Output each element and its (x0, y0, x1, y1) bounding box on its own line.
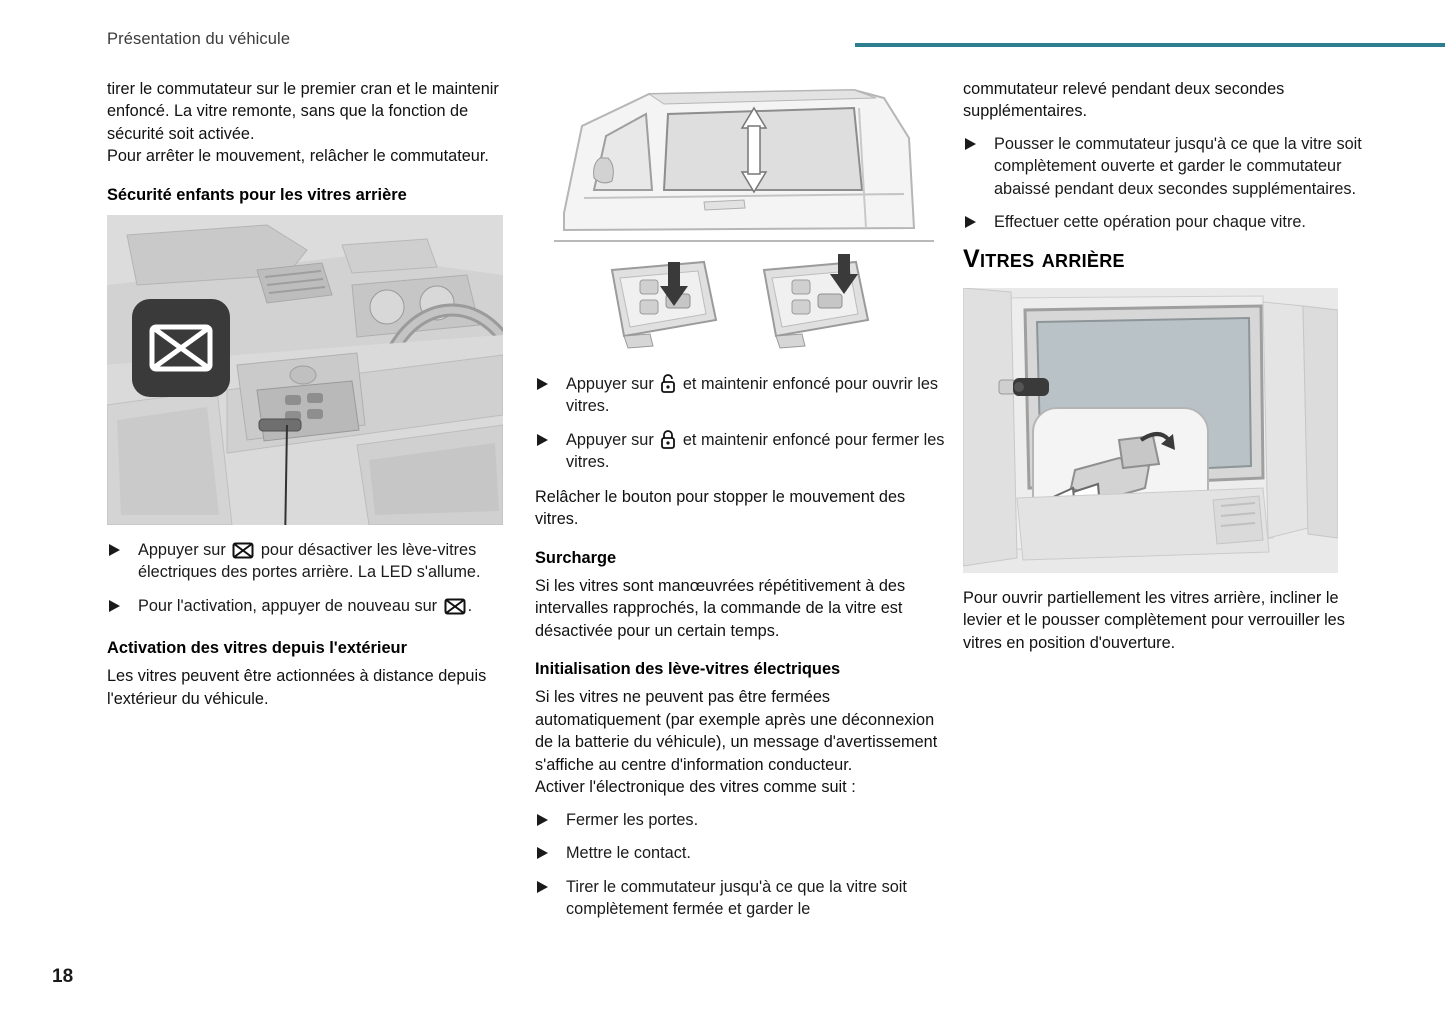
heading-child-safety: Sécurité enfants pour les vitres arrière (107, 185, 407, 204)
page-title: Présentation du véhicule (107, 30, 291, 48)
bullet-text-after: et maintenir enfoncé pour fermer les vitres. (566, 430, 945, 472)
rear-window-bullets (963, 133, 1373, 234)
column-left (107, 78, 517, 710)
continuation-text: commutateur relevé pendant deux secondes supplémentaires. (963, 80, 1285, 121)
list-item (963, 133, 1373, 200)
page-header (0, 30, 1445, 60)
page-number: 18 (52, 966, 74, 987)
bullet-triangle-icon (537, 847, 548, 859)
intro-paragraph: tirer le commutateur sur le premier cran et le maintenir enfoncé. La vitre remonte, sans que la fonction de sécurité soit activée. (107, 80, 499, 143)
header-accent-rule (855, 43, 1445, 47)
child-safety-bullets (107, 539, 517, 617)
window-lever-handle (999, 378, 1049, 396)
bullet-text-before: Appuyer sur (566, 375, 654, 393)
list-item (107, 539, 517, 584)
bullet-triangle-icon (965, 138, 976, 150)
list-item (535, 373, 945, 418)
unlock-icon (660, 373, 676, 393)
bullet-triangle-icon (965, 216, 976, 228)
window-switch-panel (257, 381, 359, 441)
remote-keys-illustration (554, 250, 934, 355)
heading-rear-windows: Vitres arrière (963, 244, 1125, 273)
bullet-label: Mettre le contact. (566, 844, 691, 863)
list-item (535, 429, 945, 474)
column-middle (535, 78, 945, 932)
bullet-label: Tirer le commutateur jusqu'à ce que la vitre soit complètement fermée et garder le (566, 877, 907, 919)
heading-initialisation: Initialisation des lève-vitres électriques (535, 660, 841, 679)
bullet-triangle-icon (537, 434, 548, 446)
bullet-text-before: Pour l'activation, appuyer de nouveau sur (138, 596, 438, 615)
bullet-text-after: pour désactiver les lève-vitres électriques des portes arrière. La LED s'allume. (138, 540, 481, 582)
initialisation-bullets (535, 809, 945, 921)
bullet-triangle-icon (109, 544, 120, 556)
bullet-triangle-icon (537, 378, 548, 390)
list-item (535, 876, 945, 921)
dashboard-illustration (107, 215, 503, 525)
rear-window-illustration (963, 288, 1338, 573)
list-item (107, 595, 517, 617)
lock-icon (660, 429, 676, 449)
bullet-text-before: Appuyer sur (138, 540, 226, 559)
bullet-triangle-icon (537, 881, 548, 893)
release-button-text: Relâcher le bouton pour stopper le mouvement des vitres. (535, 487, 906, 529)
list-item (963, 211, 1373, 233)
exterior-activation-text: Les vitres peuvent être actionnées à distance depuis l'extérieur du véhicule. (107, 667, 487, 708)
bullet-triangle-icon (537, 814, 548, 826)
bullet-triangle-icon (109, 600, 120, 612)
bullet-text-after: et maintenir enfoncé pour ouvrir les vitres. (566, 375, 939, 416)
bullet-label: Fermer les portes. (566, 810, 699, 829)
bullet-text-before: Appuyer sur (566, 430, 654, 449)
column-right (963, 78, 1373, 654)
overload-text: Si les vitres sont manœuvrées répétitivement à des intervalles rapprochés, la commande de la vitre est désactivée pour un certain temps. (535, 576, 906, 640)
side-window-illustration-svg (554, 78, 934, 248)
bullet-label: Effectuer cette opération pour chaque vitre. (994, 213, 1306, 232)
window-lockout-icon (444, 598, 466, 615)
intro-paragraph-2: Pour arrêter le mouvement, relâcher le commutateur. (107, 147, 489, 166)
remote-keys-illustration-svg (554, 250, 934, 355)
list-item (535, 809, 945, 831)
rear-window-illustration-svg (963, 288, 1338, 573)
heading-exterior-activation: Activation des vitres depuis l'extérieur (107, 639, 407, 658)
list-item (535, 842, 945, 864)
side-window-illustration (554, 78, 934, 248)
initialisation-text: Si les vitres ne peuvent pas être fermées automatiquement (par exemple après une déconnexion de la batterie du véhicule), un message d'avertissement s'affiche au centre d'information conducteur. (535, 688, 938, 774)
window-lockout-callout-icon (132, 299, 230, 397)
bullet-label: Pousser le commutateur jusqu'à ce que la vitre soit complètement ouverte et garder le commutateur abaissé pendant deux secondes supplémentaires. (994, 134, 1362, 198)
initialisation-text-2: Activer l'électronique des vitres comme suit : (535, 778, 856, 797)
rear-window-text: Pour ouvrir partiellement les vitres arrière, incliner le levier et le pousser complètement pour verrouiller les vitres en position d'ouverture. (963, 588, 1345, 652)
window-lockout-icon (232, 542, 254, 559)
remote-window-bullets (535, 373, 945, 474)
bullet-text-after: . (467, 596, 473, 615)
heading-overload: Surcharge (535, 548, 617, 567)
